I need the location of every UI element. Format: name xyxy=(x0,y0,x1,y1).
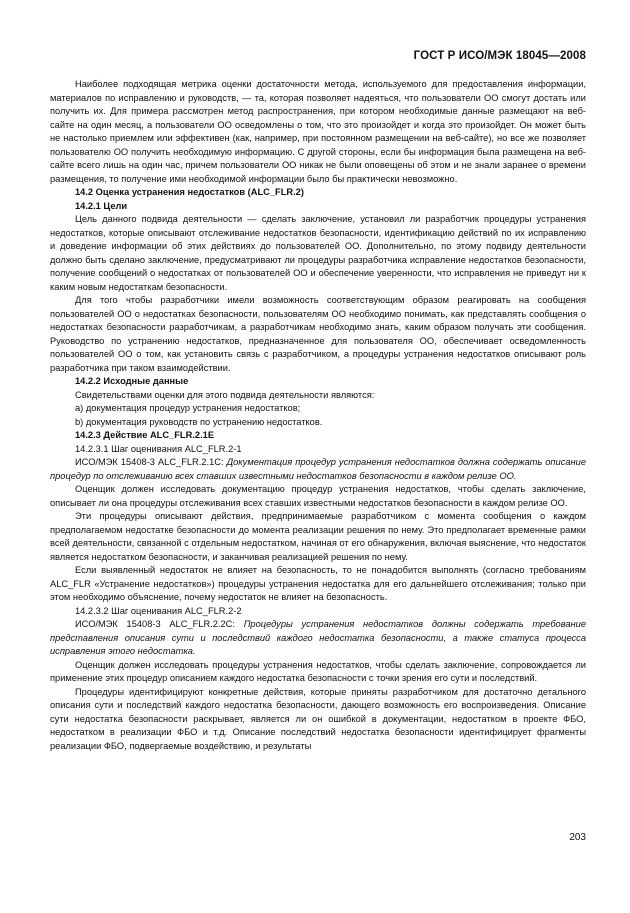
body-paragraph: Процедуры идентифицируют конкретные действия, которые приняты разработчиком для достаточно детального описания сути и последствий каждого недостатка безопасности, дающего возможность его воспроизведения. Описание сути недостатка безопасности раскрывает, является ли он ошибкой в документации, недостатком в проекте ФБО, недостатком в реализации ФБО и т.д. Описание последствий недостатка безопасности идентифицирует фрагменты реализации ФБО, подвергаемые воздействию, и результаты xyxy=(50,686,586,751)
requirement-text: Документация процедур устранения недостатков должна содержать описание процедур по отслеживанию всех ставших известными недостатков безопасности в каждом релизе ОО. xyxy=(50,457,586,481)
page-number: 203 xyxy=(569,832,586,843)
requirement-text: Процедуры устранения недостатков должны содержать требование представления описания сути и последствий каждого недостатка безопасности, а также статуса процесса исправления этого недостатка. xyxy=(50,619,586,656)
body-paragraph: Оценщик должен исследовать документацию процедур устранения недостатков, чтобы сделать заключение, описывает ли она процедуры отслеживания всех ставших известными недостатков безопасности в каждом релизе ОО. xyxy=(50,484,586,508)
body-paragraph: Цель данного подвида деятельности — сделать заключение, установил ли разработчик процедуры устранения недостатков, которые описывают отслеживание недостатков безопасности, идентификацию действий по их исправлению и доведение информации об этих действиях до пользователей ОО. Дополнительно, по этому подвиду деятельности должно быть сделано заключение, предусматривают ли процедуры разработчика исправление недостатков безопасности, получение сообщений о недостатках от пользователей ОО и обеспечение уверенности, что исправления не приведут ни к каким новым недостаткам безопасности. xyxy=(50,214,586,292)
body-paragraph: Наиболее подходящая метрика оценки достаточности метода, используемого для предоставления информации, материалов по исправлению и руководств, — та, которая позволяет надеяться, что пользователи ОО смогут достать или получить их. Для примера рассмотрен метод распространения, при котором необходимые данные размещают на веб-сайте на один месяц, а пользователи ОО осведомлены о том, что это произойдет и когда это произойдет. Он может быть не настолько приемлем или эффективен (как, например, при постоянном размещении на веб-сайте), но все же позволяет пользователю ОО получить необходимую информацию. С другой стороны, если бы информация была размещена на веб-сайте всего лишь на один час, причем пользователи ОО никак не были оповещены об этом и не знали заранее о времени размещения, то получение ими необходимой информации было бы практически невозможно. xyxy=(50,79,586,184)
document-header: ГОСТ Р ИСО/МЭК 18045—2008 xyxy=(413,50,586,62)
body-paragraph: a) документация процедур устранения недостатков; xyxy=(75,403,301,413)
requirement-ref: ИСО/МЭК 15408-3 ALC_FLR.2.1С: xyxy=(75,457,227,467)
requirement-paragraph xyxy=(50,618,586,659)
body-paragraph: Эти процедуры описывают действия, предпринимаемые разработчиком с момента сообщения о каждом предполагаемом недостатке безопасности до момента реализации решения по нему. Это предполагает временные рамки всей деятельности, связанной с отдельным недостатком, начиная от его обнаружения, включая выяснение, что недостаток является недостатком безопасности, и заканчивая реализацией решения по нему. xyxy=(50,511,586,562)
body-paragraph: Для того чтобы разработчики имели возможность соответствующим образом реагировать на сообщения пользователей ОО о недостатках безопасности, пользователям ОО необходимо понимать, как представлять сообщения о недостатках безопасности разработчикам, а разработчикам необходимо знать, каким образом получать эти сообщения. Руководство по устранению недостатков, предназначенное для пользователя ОО, обеспечивает осведомленность пользователей ОО о том, как установить связь с разработчиком, а процедуры устранения недостатков описывают роль разработчика при таком взаимодействии. xyxy=(50,295,586,373)
section-heading: 14.2.1 Цели xyxy=(75,200,128,211)
body-paragraph: Оценщик должен исследовать процедуры устранения недостатков, чтобы сделать заключение, сопровождается ли применение этих процедур описанием каждого недостатка безопасности с точки зрения его сути и последствий. xyxy=(50,659,586,683)
requirement-ref: ИСО/МЭК 15408-3 ALC_FLR.2.2С: xyxy=(75,619,244,629)
body-paragraph: 14.2.3.1 Шаг оценивания ALC_FLR.2-1 xyxy=(75,443,242,454)
requirement-paragraph xyxy=(50,456,586,483)
section-heading: 14.2 Оценка устранения недостатков (ALC_FLR.2) xyxy=(75,187,304,197)
section-heading: 14.2.3 Действие ALC_FLR.2.1E xyxy=(75,430,215,440)
body-paragraph: Свидетельствами оценки для этого подвида деятельности являются: xyxy=(75,389,375,400)
section-heading: 14.2.2 Исходные данные xyxy=(75,376,189,386)
document-body xyxy=(50,78,586,753)
body-paragraph: Если выявленный недостаток не влияет на безопасность, то не понадобится выполнять (согласно требованиям ALC_FLR «Устранение недостатков») процедуры устранения недостатка для его дальнейшего отслеживания; только при этом необходимо объяснение, почему недостаток не влияет на безопасность. xyxy=(50,565,586,602)
body-paragraph: b) документация руководств по устранению недостатков. xyxy=(75,416,323,427)
body-paragraph: 14.2.3.2 Шаг оценивания ALC_FLR.2-2 xyxy=(75,605,242,616)
